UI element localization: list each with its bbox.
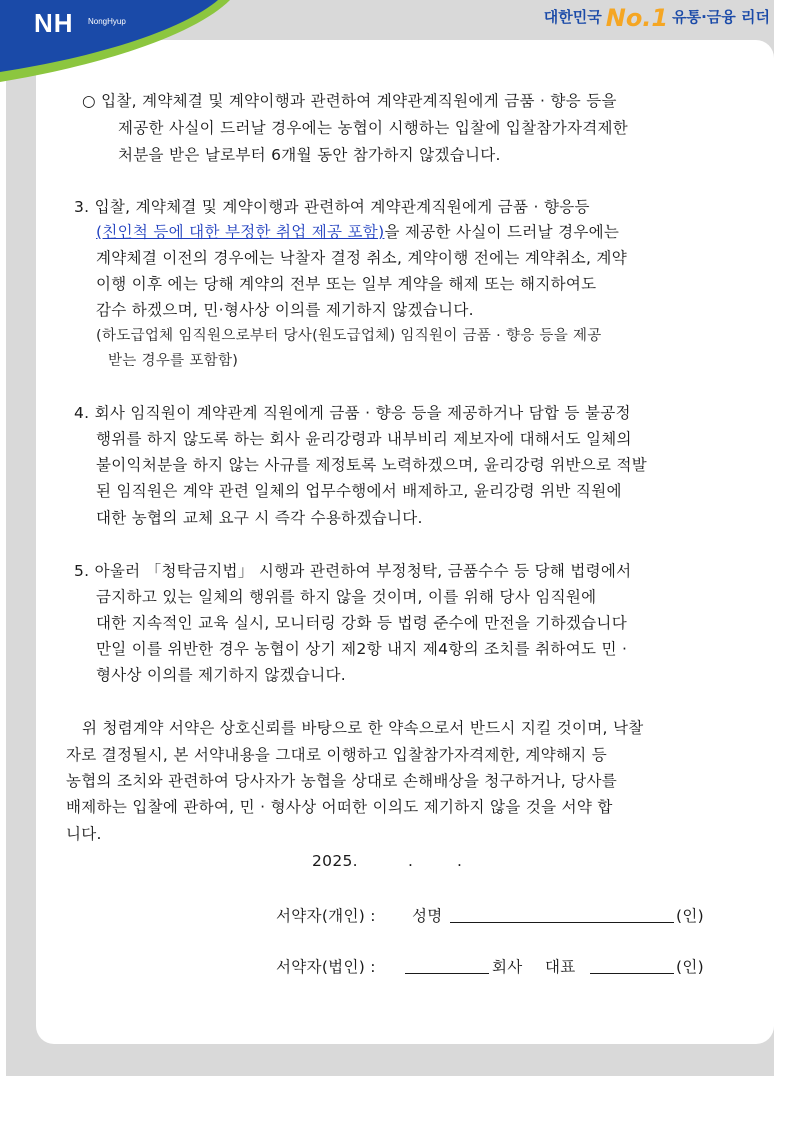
date-month-dot: .: [408, 852, 414, 870]
individual-signer-label: 서약자(개인) :: [276, 907, 376, 925]
closing-line-2: 자로 결정될시, 본 서약내용을 그대로 이행하고 입찰참가자격제한, 계약해지 등: [66, 746, 608, 764]
corporate-signer-label: 서약자(법인) :: [276, 958, 376, 976]
closing-line-4: 배제하는 입찰에 관하여, 민 · 형사상 어떠한 이의도 제기하지 않을 것을 서약 합: [66, 798, 613, 816]
clause-3-highlight: (친인척 등에 대한 부정한 취업 제공 포함): [96, 223, 385, 241]
clause-5-line-1: 5. 아울러 「청탁금지법」 시행과 관련하여 부정청탁, 금품수수 등 당해 법령에서: [74, 562, 632, 580]
clause-3-line-2: (친인척 등에 대한 부정한 취업 제공 포함)을 제공한 사실이 드러날 경우에는: [96, 223, 620, 241]
clause-4-line-1: 4. 회사 임직원이 계약관계 직원에게 금품 · 향응 등을 제공하거나 담합 등 불공정: [74, 404, 631, 422]
nh-logo: NH: [34, 8, 74, 38]
clause-3-line-3: 계약체결 이전의 경우에는 낙찰자 결정 취소, 계약이행 전에는 계약취소, 계약: [96, 249, 627, 267]
bullet-clause-line-2: 제공한 사실이 드러날 경우에는 농협이 시행하는 입찰에 입찰참가자격제한: [118, 119, 629, 137]
clause-3-note-2: 받는 경우를 포함함): [108, 353, 239, 369]
clause-5-line-3: 대한 지속적인 교육 실시, 모니터링 강화 등 법령 준수에 만전을 기하겠습니다: [96, 614, 627, 632]
corporate-seal-mark: (인): [676, 958, 704, 976]
bullet-clause-line-3: 처분을 받은 날로부터 6개월 동안 참가하지 않겠습니다.: [118, 146, 501, 164]
clause-3-note-1: (하도급업체 임직원으로부터 당사(원도급업체) 임직원이 금품 · 향응 등을 제공: [96, 328, 602, 344]
company-name-field[interactable]: [405, 957, 489, 979]
clause-4-line-5: 대한 농협의 교체 요구 시 즉각 수용하겠습니다.: [96, 509, 423, 527]
closing-line-1: 위 청렴계약 서약은 상호신뢰를 바탕으로 한 약속으로서 반드시 지킬 것이며, 낙찰: [82, 719, 644, 737]
date-year: 2025.: [312, 852, 358, 870]
clause-3-line-5: 감수 하겠으며, 민·형사상 이의를 제기하지 않겠습니다.: [96, 301, 474, 319]
bullet-marker: ○: [82, 92, 96, 110]
slogan-number-one: No.1: [605, 4, 669, 32]
nh-logo-subtitle: NongHyup: [88, 17, 126, 26]
representative-label: 대표: [545, 958, 576, 976]
clause-3-line-1: 3. 입찰, 계약체결 및 계약이행과 관련하여 계약관계직원에게 금품 · 향응등: [74, 198, 590, 216]
closing-line-5: 니다.: [66, 825, 102, 843]
date-day-dot: .: [457, 852, 463, 870]
closing-line-3: 농협의 조치와 관련하여 당사자가 농협을 상대로 손해배상을 청구하거나, 당사를: [66, 772, 618, 790]
individual-name-label: 성명: [412, 907, 443, 925]
individual-name-field[interactable]: [450, 906, 674, 928]
clause-4-line-2: 행위를 하지 않도록 하는 회사 윤리강령과 내부비리 제보자에 대해서도 일체의: [96, 430, 632, 448]
clause-5-line-5: 형사상 이의를 제기하지 않겠습니다.: [96, 666, 347, 684]
bullet-clause-line-1: ○ 입찰, 계약체결 및 계약이행과 관련하여 계약관계직원에게 금품 · 향응 등을: [82, 92, 617, 110]
clause-5-line-2: 금지하고 있는 일체의 행위를 하지 않을 것이며, 이를 위해 당사 임직원에: [96, 588, 597, 606]
slogan-prefix: 대한민국: [543, 8, 602, 26]
company-label: 회사: [492, 958, 523, 976]
clause-5-line-4: 만일 이를 위반한 경우 농협이 상기 제2항 내지 제4항의 조치를 취하여도 민 ·: [96, 640, 628, 658]
clause-4-line-3: 불이익처분을 하지 않는 사규를 제정토록 노력하겠으며, 윤리강령 위반으로 적발: [96, 456, 648, 474]
representative-name-field[interactable]: [590, 957, 674, 979]
clause-3-line-4: 이행 이후 에는 당해 계약의 전부 또는 일부 계약을 해제 또는 해지하여도: [96, 275, 597, 293]
individual-seal-mark: (인): [676, 907, 704, 925]
slogan-suffix: 유통·금융 리더: [672, 8, 770, 26]
clause-4-line-4: 된 임직원은 계약 관련 일체의 업무수행에서 배제하고, 윤리강령 위반 직원에: [96, 482, 622, 500]
